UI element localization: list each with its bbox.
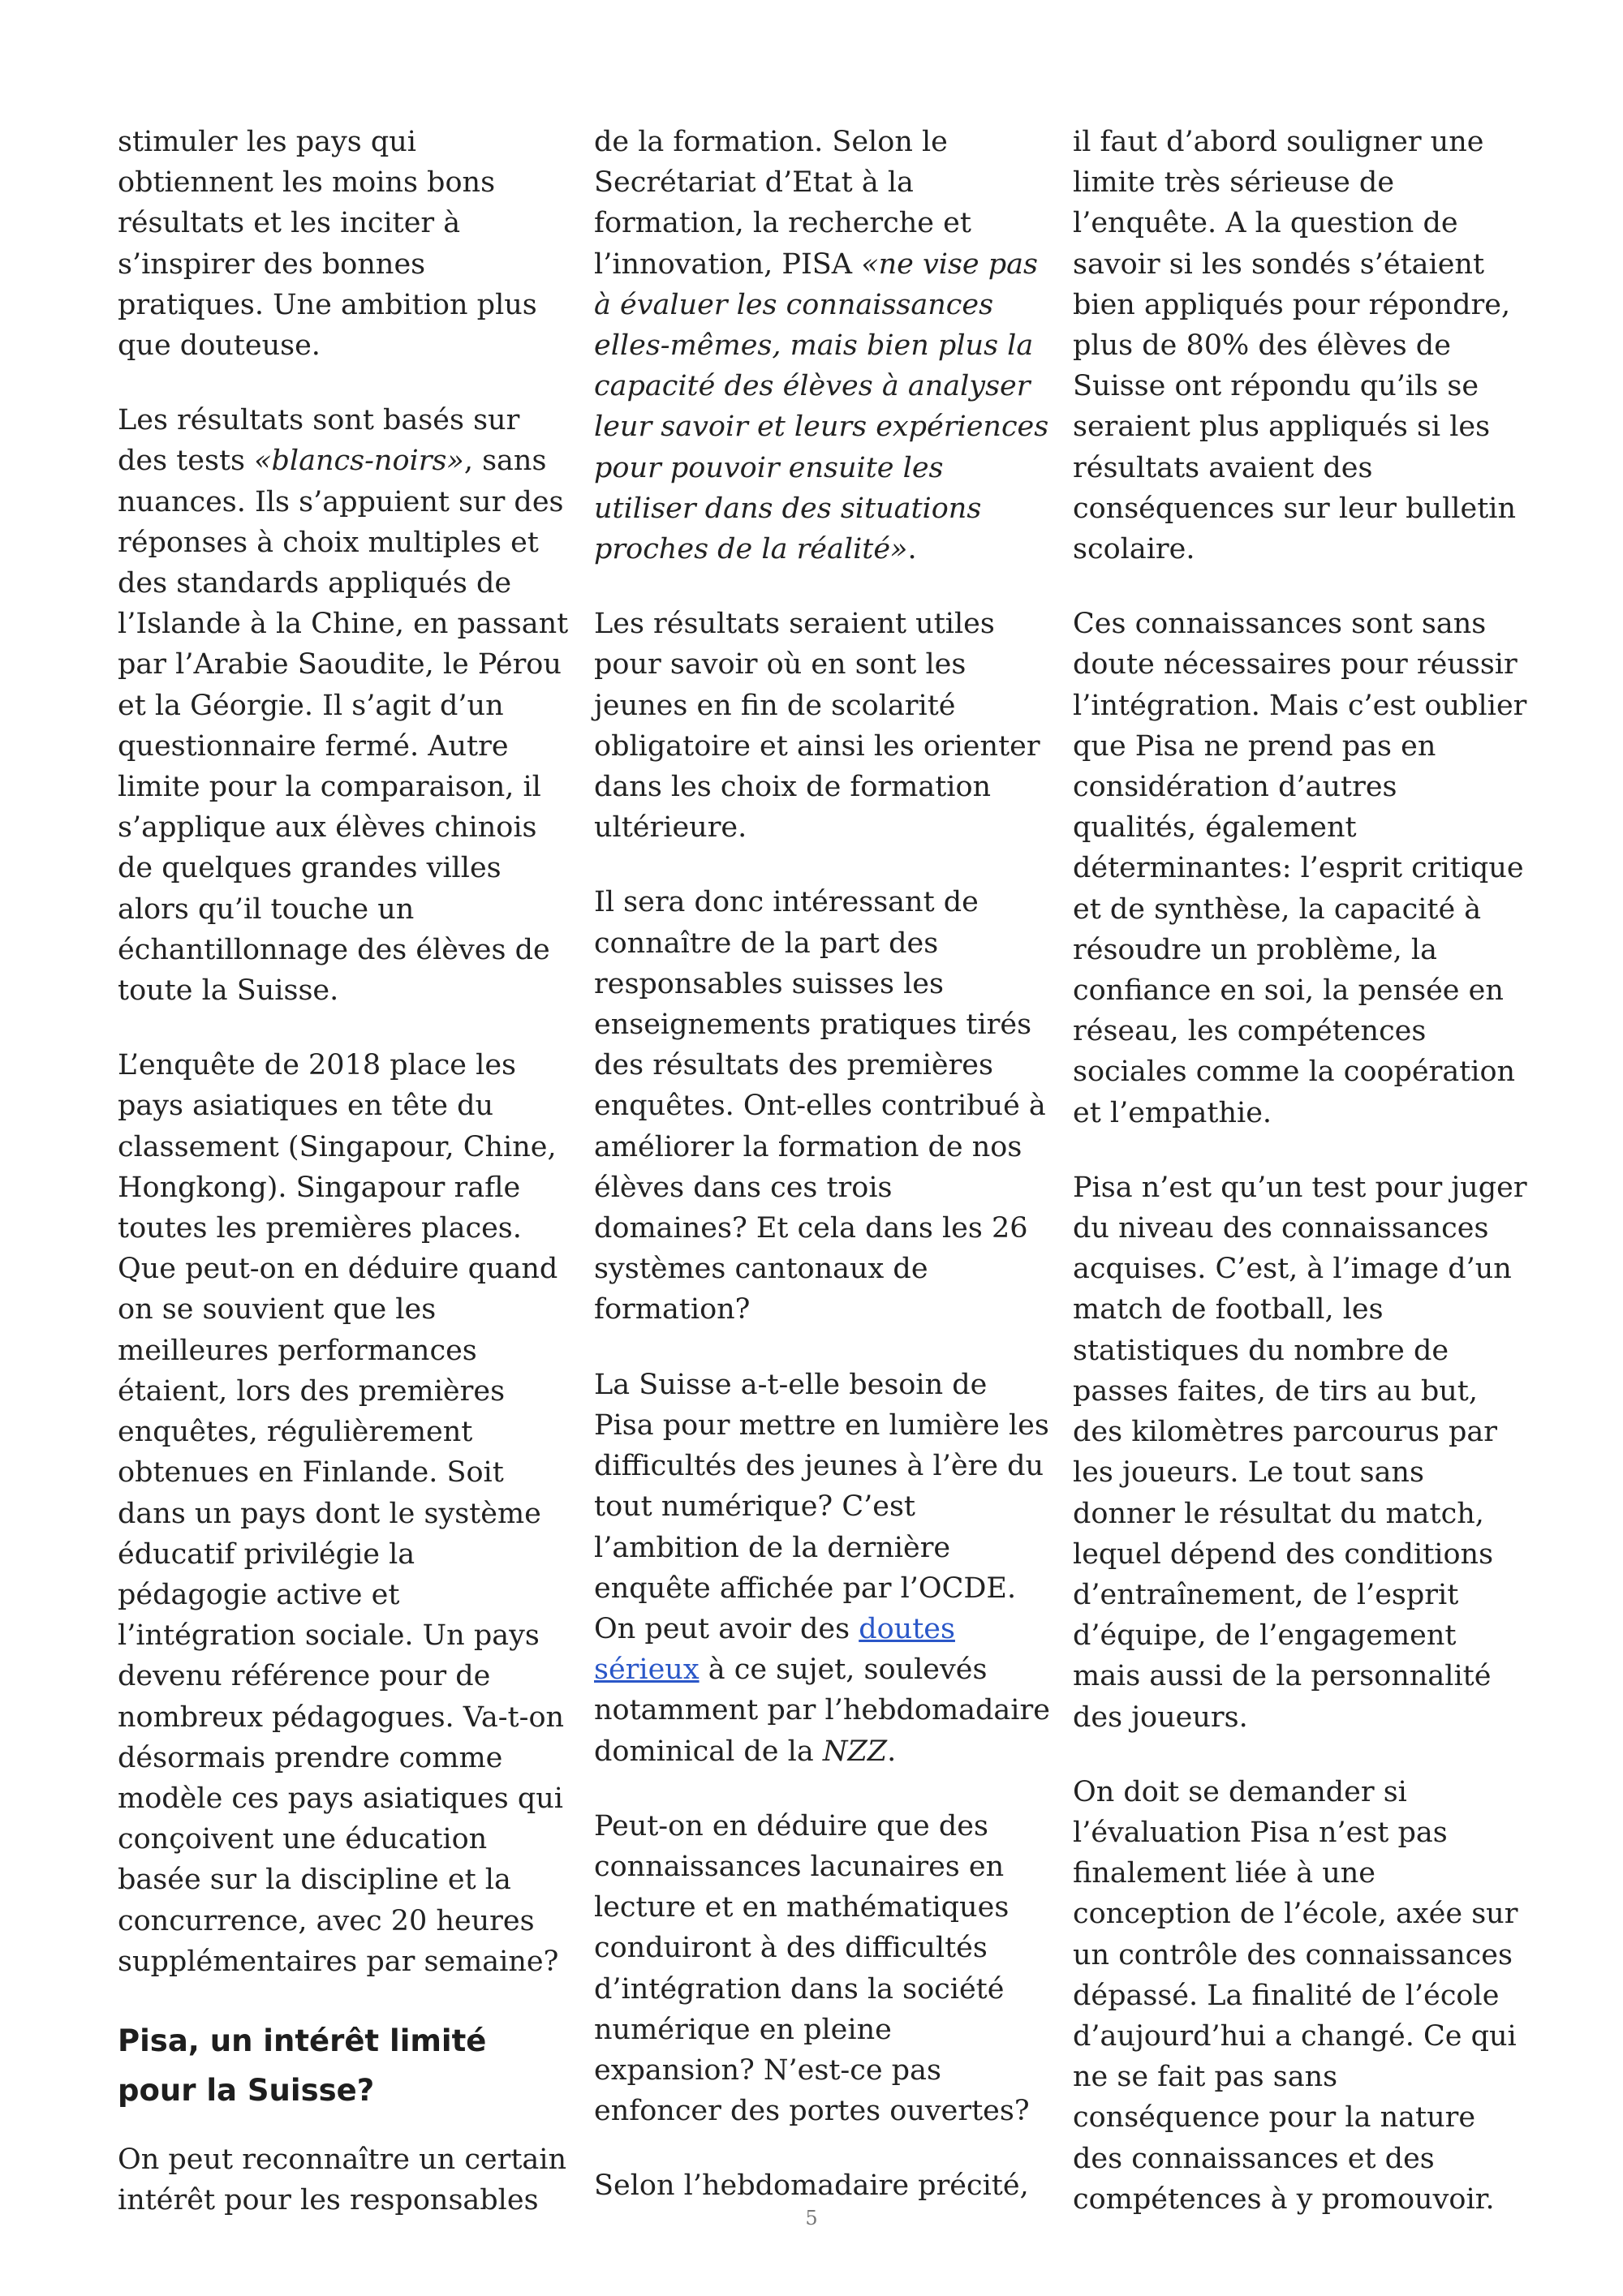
paragraph	[118, 400, 572, 1011]
italic-quote: «ne vise pas à évaluer les connaissances elles-mêmes, mais bien plus la capacité des élèves à analyser leur savoir et leurs expériences pour pouvoir ensuite les utiliser dans des situations proches de la réalité»	[594, 247, 1049, 566]
text-column-left	[118, 122, 572, 2255]
paragraph: On peut reconnaître un certain intérêt pour les responsables	[118, 2143, 567, 2217]
paragraph: L’enquête de 2018 place les pays asiatiques en tête du classement (Singapour, Chine, Hongkong). Singapour rafle toutes les premières places. Que peut-on en déduire quand on se souvient que les meilleures performances étaient, lors des premières enquêtes, régulièrement obtenues en Finlande. Soit dans un pays dont le système éducatif privilégie la pédagogie active et l’intégration sociale. Un pays devenu référence pour de nombreux pédagogues. Va-t-on désormais prendre comme modèle ces pays asiatiques qui conçoivent une éducation basée sur la discipline et la concurrence, avec 20 heures supplémentaires par semaine?	[118, 1049, 565, 1978]
paragraph: Il sera donc intéressant de connaître de la part des responsables suisses les enseignements pratiques tirés des résultats des premières enquêtes. Ont-elles contribué à améliorer la formation de nos élèves dans ces trois domaines? Et cela dans les 26 systèmes cantonaux de formation?	[594, 886, 1046, 1326]
paragraph-text: .	[907, 533, 917, 566]
paragraph	[594, 1365, 1053, 1772]
paragraph-text: à ce sujet, soulevés notamment par l’hebdomadaire dominical de la	[594, 1653, 1050, 1768]
doutes-serieux-link[interactable]: doutes sérieux	[594, 1612, 955, 1687]
paragraph: Selon l’hebdomadaire précité,	[594, 2169, 1029, 2203]
paragraph: Les résultats seraient utiles pour savoir où en sont les jeunes en fin de scolarité obligatoire et ainsi les orienter dans les choix de formation ultérieure.	[594, 608, 1040, 845]
italic-quote: «blancs-noirs»	[254, 445, 464, 478]
paragraph-text: Les résultats sont basés sur des tests	[118, 404, 520, 478]
paragraph: stimuler les pays qui obtiennent les moins bons résultats et les inciter à s’inspirer des bonnes pratiques. Une ambition plus que douteuse.	[118, 126, 537, 363]
paragraph-text: .	[887, 1735, 897, 1768]
paragraph-text: La Suisse a-t-elle besoin de Pisa pour mettre en lumière les difficultés des jeunes à l’ère du tout numérique? C’est l’ambition de la dernière enquête affichée par l’OCDE. On peut avoir des	[594, 1368, 1049, 1645]
paragraph: il faut d’abord souligner une limite très sérieuse de l’enquête. A la question de savoir si les sondés s’étaient bien appliqués pour répondre, plus de 80% des élèves de Suisse ont répondu qu’ils se seraient plus appliqués si les résultats avaient des conséquences sur leur bulletin scolaire.	[1073, 126, 1517, 566]
page-number: 5	[805, 2207, 818, 2229]
paragraph-text: de la formation. Selon le Secrétariat d’Etat à la formation, la recherche et l’innovation, PISA	[594, 126, 971, 281]
italic-publication-name: NZZ	[822, 1735, 888, 1768]
text-column-middle	[594, 122, 1053, 2241]
paragraph-text: , sans nuances. Ils s’appuient sur des réponses à choix multiples et des standards appliqués de l’Islande à la Chine, en passant par l’Arabie Saoudite, le Pérou et la Géorgie. Il s’agit d’un questionnaire fermé. Autre limite pour la comparaison, il s’applique aux élèves chinois de quelques grandes villes alors qu’il touche un échantillonnage des élèves de toute la Suisse.	[118, 445, 569, 1008]
section-heading: Pisa, un intérêt limité pour la Suisse?	[118, 2023, 487, 2108]
text-column-right	[1073, 122, 1527, 2254]
paragraph: Pisa n’est qu’un test pour juger du niveau des connaissances acquises. C’est, à l’image d’un match de football, les statistiques du nombre de passes faites, de tirs au but, des kilomètres parcourus par les joueurs. Le tout sans donner le résultat du match, lequel dépend des conditions d’entraînement, de l’esprit d’équipe, de l’engagement mais aussi de la personnalité des joueurs.	[1073, 1171, 1527, 1734]
paragraph: Ces connaissances sont sans doute nécessaires pour réussir l’intégration. Mais c’est oublier que Pisa ne prend pas en considération d’autres qualités, également déterminantes: l’esprit critique et de synthèse, la capacité à résoudre un problème, la confiance en soi, la pensée en réseau, les compétences sociales comme la coopération et l’empathie.	[1073, 608, 1527, 1129]
paragraph	[594, 122, 1053, 570]
paragraph: On doit se demander si l’évaluation Pisa n’est pas finalement liée à une conception de l’école, axée sur un contrôle des connaissances dépassé. La finalité de l’école d’aujourd’hui a changé. Ce qui ne se fait pas sans conséquence pour la nature des connaissances et des compétences à y promouvoir.	[1073, 1775, 1518, 2216]
paragraph: Peut-on en déduire que des connaissances lacunaires en lecture et en mathématiques conduiront à des difficultés d’intégration dans la société numérique en pleine expansion? N’est-ce pas enfoncer des portes ouvertes?	[594, 1809, 1030, 2128]
